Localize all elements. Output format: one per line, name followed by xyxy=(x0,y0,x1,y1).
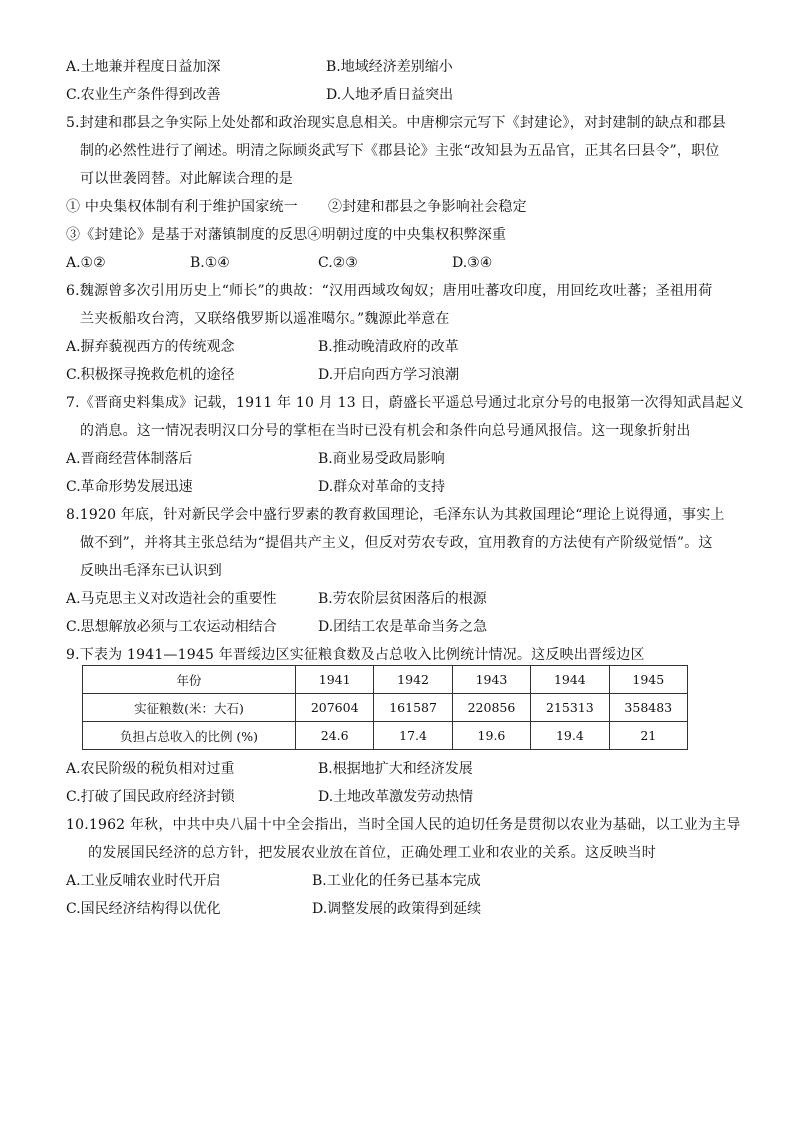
q4-option-b[interactable]: B.地域经济差别缩小 xyxy=(326,59,453,75)
q10-option-d[interactable]: D.调整发展的政策得到延续 xyxy=(312,901,482,917)
table-header-cell: 1941 xyxy=(296,666,374,694)
q5-option-c[interactable]: C.②③ xyxy=(318,255,358,271)
q10-option-c[interactable]: C.国民经济结构得以优化 xyxy=(66,901,221,917)
table-cell: 19.6 xyxy=(452,722,530,750)
table-row xyxy=(83,666,688,694)
table-header-cell: 1942 xyxy=(374,666,452,694)
q10-stem-line: 10.1962 年秋，中共中央八届十中全会指出，当时全国人民的迫切任务是贯彻以农业为基础，以工业为主导 xyxy=(66,817,741,833)
table-cell: 19.4 xyxy=(531,722,609,750)
q8-option-c[interactable]: C.思想解放必须与工农运动相结合 xyxy=(66,619,277,635)
q6-stem-line: 兰夹板船攻台湾，又联络俄罗斯以遥准噶尔。”魏源此举意在 xyxy=(80,311,450,327)
q8-stem-line: 做不到”，并将其主张总结为“提倡共产主义，但反对劳农专政，宜用教育的方法使有产阶级觉悟”。这 xyxy=(80,535,713,551)
q7-option-c[interactable]: C.革命形势发展迅速 xyxy=(66,479,193,495)
q7-stem-line: 7.《晋商史料集成》记载，1911 年 10 月 13 日，蔚盛长平遥总号通过北京分号的电报第一次得知武昌起义 xyxy=(66,395,744,411)
q7-stem-line: 的消息。这一情况表明汉口分号的掌柜在当时已没有机会和条件向总号通风报信。这一现象折射出 xyxy=(80,423,691,439)
q10-option-a[interactable]: A.工业反哺农业时代开启 xyxy=(66,873,221,889)
table-cell: 358483 xyxy=(609,694,687,722)
table-header-cell: 1944 xyxy=(531,666,609,694)
q5-item-1: ① 中央集权体制有利于维护国家统一 xyxy=(66,199,298,215)
table-cell: 220856 xyxy=(452,694,530,722)
table-cell: 215313 xyxy=(531,694,609,722)
table-cell: 21 xyxy=(609,722,687,750)
table-cell: 17.4 xyxy=(374,722,452,750)
q5-item-3-4: ③《封建论》是基于对藩镇制度的反思④明朝过度的中央集权积弊深重 xyxy=(66,227,507,243)
table-row xyxy=(83,694,688,722)
table-row-label: 实征粮数(米：大石) xyxy=(83,694,296,722)
table-header-cell: 1943 xyxy=(452,666,530,694)
table-cell: 207604 xyxy=(296,694,374,722)
q4-option-c[interactable]: C.农业生产条件得到改善 xyxy=(66,87,221,103)
grain-statistics-table xyxy=(82,665,688,750)
q10-option-b[interactable]: B.工业化的任务已基本完成 xyxy=(312,873,481,889)
table-row-label: 负担占总收入的比例 (%) xyxy=(83,722,296,750)
table-row xyxy=(83,722,688,750)
q6-stem-line: 6.魏源曾多次引用历史上“师长”的典故：“汉用西域攻匈奴；唐用吐蕃攻印度，用回纥攻吐蕃；圣祖用荷 xyxy=(66,283,713,299)
q5-stem-line: 可以世袭罔替。对此解读合理的是 xyxy=(80,171,293,187)
q8-stem-line: 8.1920 年底，针对新民学会中盛行罗素的教育救国理论，毛泽东认为其救国理论“理论上说得通，事实上 xyxy=(66,507,725,523)
q9-option-a[interactable]: A.农民阶级的税负相对过重 xyxy=(66,761,235,777)
q5-item-2: ②封建和郡县之争影响社会稳定 xyxy=(328,199,527,215)
q9-stem-line: 9.下表为 1941—1945 年晋绥边区实征粮食数及占总收入比例统计情况。这反映出晋绥边区 xyxy=(66,647,645,663)
q5-stem-line: 制的必然性进行了阐述。明清之际顾炎武写下《郡县论》主张“改知县为五品官，正其名曰县令”，职位 xyxy=(80,143,720,159)
q5-stem-line: 5.封建和郡县之争实际上处处都和政治现实息息相关。中唐柳宗元写下《封建论》，对封建制的缺点和郡县 xyxy=(66,115,726,131)
q7-option-b[interactable]: B.商业易受政局影响 xyxy=(318,451,445,467)
q9-option-b[interactable]: B.根据地扩大和经济发展 xyxy=(318,761,473,777)
table-header-cell: 1945 xyxy=(609,666,687,694)
q4-option-a[interactable]: A.土地兼并程度日益加深 xyxy=(66,59,221,75)
q8-option-a[interactable]: A.马克思主义对改造社会的重要性 xyxy=(66,591,277,607)
q5-option-d[interactable]: D.③④ xyxy=(452,255,493,271)
q6-option-a[interactable]: A.摒弃藐视西方的传统观念 xyxy=(66,339,235,355)
q6-option-b[interactable]: B.推动晚清政府的改革 xyxy=(318,339,459,355)
q4-option-d[interactable]: D.人地矛盾日益突出 xyxy=(326,87,454,103)
q5-option-a[interactable]: A.①② xyxy=(66,255,106,271)
q9-option-c[interactable]: C.打破了国民政府经济封锁 xyxy=(66,789,235,805)
q8-option-b[interactable]: B.劳农阶层贫困落后的根源 xyxy=(318,591,487,607)
q6-option-d[interactable]: D.开启向西方学习浪潮 xyxy=(318,367,460,383)
q8-stem-line: 反映出毛泽东已认识到 xyxy=(80,563,222,579)
q7-option-d[interactable]: D.群众对革命的支持 xyxy=(318,479,446,495)
q6-option-c[interactable]: C.积极探寻挽救危机的途径 xyxy=(66,367,235,383)
table-header-cell: 年份 xyxy=(83,666,296,694)
q10-stem-line: 的发展国民经济的总方针，把发展农业放在首位，正确处理工业和农业的关系。这反映当时 xyxy=(88,845,656,861)
q5-option-b[interactable]: B.①④ xyxy=(190,255,230,271)
table-cell: 24.6 xyxy=(296,722,374,750)
q9-option-d[interactable]: D.土地改革激发劳动热情 xyxy=(318,789,474,805)
table-cell: 161587 xyxy=(374,694,452,722)
q8-option-d[interactable]: D.团结工农是革命当务之急 xyxy=(318,619,488,635)
q7-option-a[interactable]: A.晋商经营体制落后 xyxy=(66,451,193,467)
